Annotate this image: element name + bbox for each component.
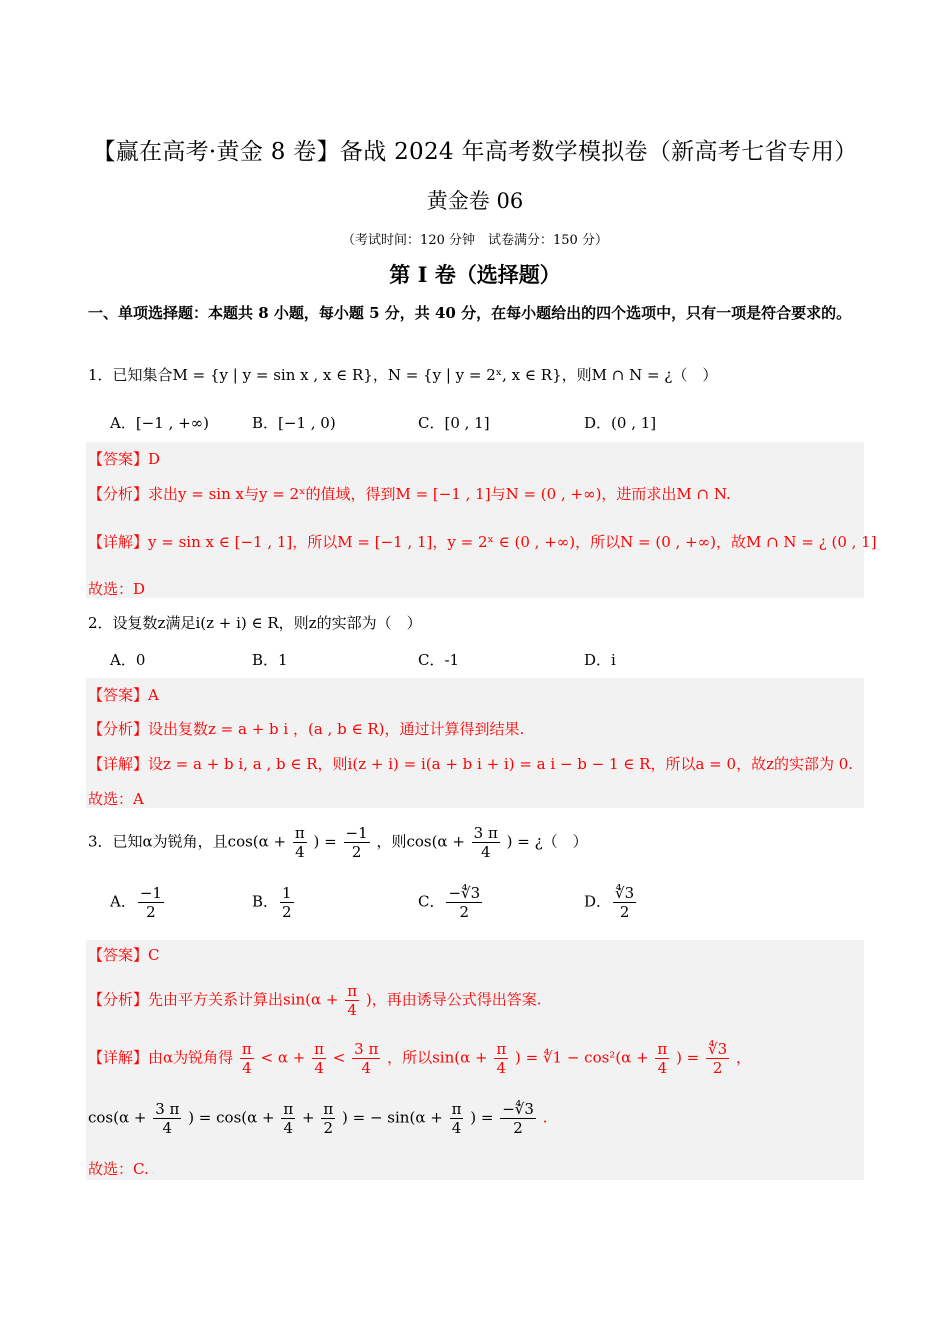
question-1-stem: 1．已知集合M = {y | y = sin x , x ∈ R}，N = {y | y = 2ˣ, x ∈ R}，则M ∩ N = ¿（ ） (88, 366, 718, 384)
question-3-option-c: C． $\frac{-∜3}{2}$ (418, 884, 481, 921)
question-1-option-d: D．(0 , 1] (584, 414, 657, 432)
part-heading: 第 I 卷（选择题） (389, 262, 561, 287)
question-1-final: 故选：D (88, 580, 146, 598)
question-1-option-b: B．[−1 , 0) (252, 414, 336, 432)
question-3-answer: 【答案】C (88, 946, 160, 964)
question-3-analysis: 【分析】先由平方关系计算出sin(α + $\frac{\pi}{4}$ )，再由诱导公式得出答案. (88, 982, 542, 1019)
document-title: 【赢在高考·黄金 8 卷】备战 2024 年高考数学模拟卷（新高考七省专用） (92, 139, 858, 165)
question-2-stem: 2．设复数z满足i(z + i) ∈ R，则z的实部为（ ） (88, 614, 422, 632)
question-2-analysis: 【分析】设出复数z = a + b i ，(a , b ∈ R)，通过计算得到结果. (88, 720, 525, 738)
frac-3pi-over-4: $\frac{3 \pi}{4}$ (473, 824, 498, 861)
question-3-stem: 3．已知α为锐角，且cos(α + $\frac{\pi}{4}$ ) = $\frac{-1}{2}$ ，则cos(α + $\frac{3 \pi}{4}$ ) = ¿（ ） (88, 824, 588, 861)
question-2-option-b: B．1 (252, 651, 288, 669)
question-1-detail: 【详解】y = sin x ∈ [−1 , 1]，所以M = [−1 , 1]，y = 2ˣ ∈ (0 , +∞)，所以N = (0 , +∞)，故M ∩ N = ¿ (0 , 1] (88, 533, 877, 551)
exam-info: （考试时间：120 分钟 试卷满分：150 分） (342, 233, 608, 248)
question-1-answer-box (86, 442, 877, 598)
question-1-answer: 【答案】D (88, 450, 161, 468)
frac-pi-over-4: $\frac{\pi}{4}$ (294, 824, 305, 861)
question-3-detail-line-2: cos(α + $\frac{3 \pi}{4}$ ) = cos(α + $\frac{\pi}{4}$ + $\frac{\pi}{2}$ ) = − sin(α + $\frac{\pi}{4}$ ) = $\frac{-∜3}{2}$ . (88, 1100, 548, 1137)
question-2-option-d: D．i (584, 651, 616, 669)
frac-minus-1-over-2: $\frac{-1}{2}$ (345, 824, 368, 861)
question-1-option-a: A．[−1 , +∞) (110, 414, 210, 432)
question-3-detail: 【详解】由α为锐角得 $\frac{\pi}{4}$ < α + $\frac{\pi}{4}$ < $\frac{3 \pi}{4}$ ，所以sin(α + $\frac{\pi}{4}$ ) = ∜1 − cos²(α + $\frac{\pi}{4}$ ) = $\frac{∜3}{2}$ ， (88, 1040, 751, 1077)
document-subtitle: 黄金卷 06 (426, 189, 524, 213)
question-1-option-c: C．[0 , 1] (418, 414, 490, 432)
question-3-option-a: A． $\frac{-1}{2}$ (110, 884, 162, 921)
question-3-option-d: D． $\frac{∜3}{2}$ (584, 884, 635, 921)
question-3-final: 故选：C. (88, 1160, 149, 1178)
question-1-analysis: 【分析】求出y = sin x与y = 2ˣ的值域，得到M = [−1 , 1]与N = (0 , +∞)，进而求出M ∩ N. (88, 485, 731, 503)
section-instructions: 一、单项选择题：本题共 8 小题，每小题 5 分，共 40 分，在每小题给出的四个选项中，只有一项是符合要求的。 (88, 304, 852, 322)
question-2-detail: 【详解】设z = a + b i, a , b ∈ R，则i(z + i) = i(a + b i + i) = a i − b − 1 ∈ R，所以a = 0，故z的实部为 0. (88, 755, 854, 773)
question-2-answer: 【答案】A (88, 686, 159, 704)
question-2-final: 故选：A (88, 790, 144, 808)
question-3-option-b: B． $\frac{1}{2}$ (252, 884, 292, 921)
question-2-answer-box (86, 678, 864, 808)
question-2-option-c: C．-1 (418, 651, 460, 669)
question-3-answer-box (86, 940, 864, 1180)
question-2-option-a: A．0 (110, 651, 146, 669)
